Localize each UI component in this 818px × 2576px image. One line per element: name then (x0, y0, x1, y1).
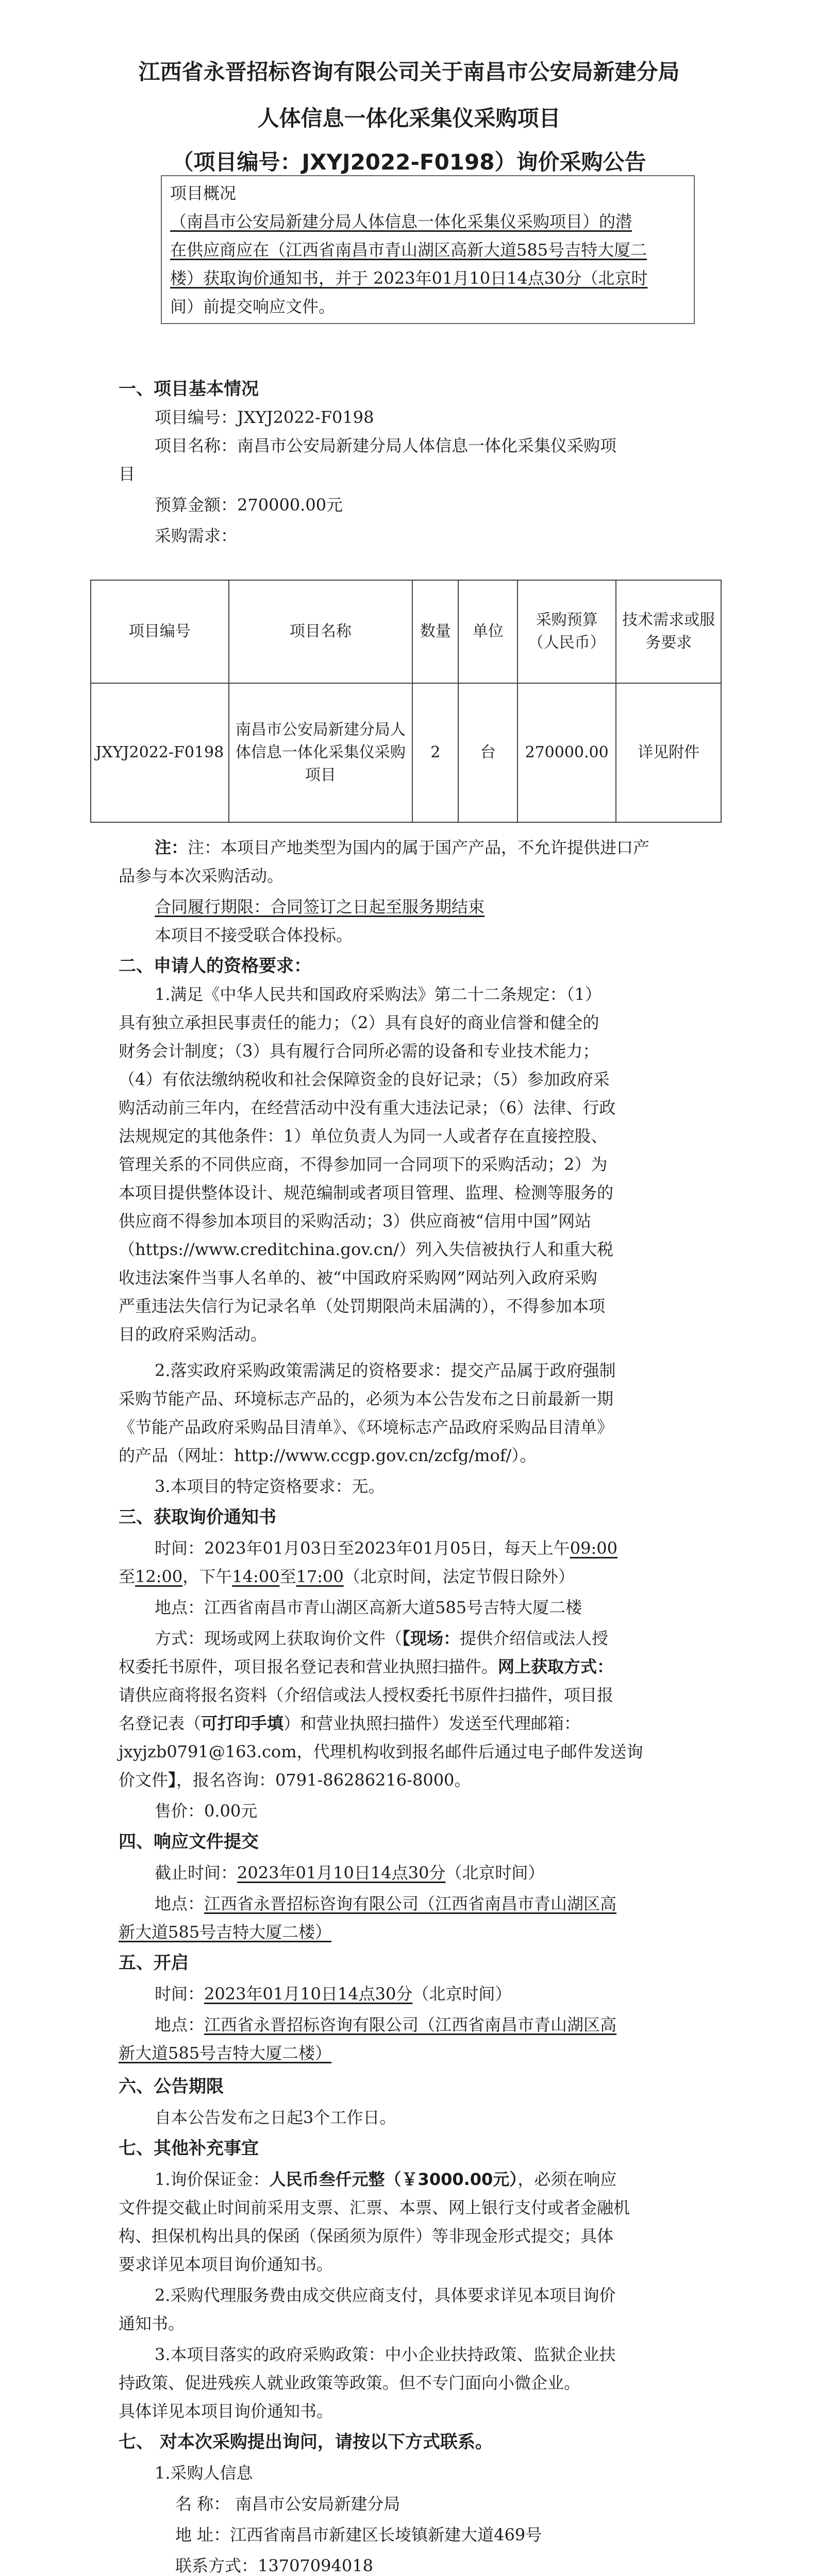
page-title-line2: 人体信息一体化采集仪采购项目 (257, 106, 561, 131)
way-bold: 可打印手填 (201, 1714, 284, 1733)
section-heading-1: 一、项目基本情况 (119, 379, 259, 399)
deposit-line: 要求详见本项目询价通知书。 (119, 2255, 333, 2274)
way-text: 价文件 (119, 1770, 169, 1790)
qualification-line: （4）有依法缴纳税收和社会保障资金的良好记录；（5）参加政府采 (119, 1070, 610, 1089)
time-text: （北京时间，法定节假日除外） (343, 1567, 575, 1586)
acquire-way (155, 1628, 608, 1649)
time-text: 时间：2023年01月03日至2023年01月05日，每天上午 (155, 1538, 570, 1558)
policy-support-line: 具体详见本项目询价通知书。 (119, 2401, 333, 2421)
sale-price: 售价：0.00元 (155, 1801, 258, 1821)
submit-deadline (155, 1862, 544, 1883)
notice-period: 自本公告发布之日起3个工作日。 (155, 2108, 396, 2127)
contract-period: 合同履行期限：合同签订之日起至服务期结束 (155, 897, 485, 917)
deposit-amount: 人民币叁仟元整（￥3000.00元） (269, 2170, 518, 2189)
time-suffix: （北京时间） (412, 1984, 512, 2004)
qualification-line: 收违法案件当事人名单的、被“中国政府采购网”网站列入政府采购 (119, 1268, 597, 1287)
deposit-line: 构、担保机构出具的保函（保函须为原件）等非现金形式提交；具体 (119, 2226, 614, 2246)
table-row (91, 683, 721, 822)
opening-time (155, 1984, 511, 2004)
way-bold: 【现场： (402, 1629, 460, 1648)
time-text: ，下午 (182, 1567, 232, 1586)
purchaser-heading: 1.采购人信息 (155, 2463, 253, 2483)
table-cell: 南昌市公安局新建分局人体信息一体化采集仪采购项目 (229, 683, 413, 822)
submit-place (155, 1893, 616, 1914)
table-cell: 详见附件 (616, 683, 721, 822)
section-heading-4: 四、响应文件提交 (119, 1832, 259, 1852)
demand-label: 采购需求： (155, 526, 238, 546)
time-text: 至 (119, 1567, 136, 1586)
budget-amount: 预算金额：270000.00元 (155, 495, 343, 515)
place-value: 江西省永晋招标咨询有限公司（江西省南昌市青山湖区高 (204, 1894, 617, 1913)
deposit-line (155, 2169, 616, 2190)
summary-line: 间）前提交响应文件。 (170, 297, 336, 316)
table-header-row (91, 580, 721, 683)
time-value: 09:00 (570, 1538, 617, 1558)
table-cell: 2 (412, 683, 458, 822)
way-bold: 】 (168, 1770, 177, 1790)
summary-line: （南昌市公安局新建分局人体信息一体化采集仪采购项目）的潜 (170, 212, 632, 231)
deposit-text: ，必须在响应 (517, 2170, 617, 2189)
service-fee-line: 2.采购代理服务费由成交供应商支付，具体要求详见本项目询价 (155, 2285, 616, 2305)
page-title-line3: （项目编号：JXYJ2022-F0198）询价采购公告 (172, 149, 646, 175)
deposit-line: 文件提交截止时间前采用支票、汇票、本票、网上银行支付或者金融机 (119, 2198, 630, 2217)
project-name: 项目名称：南昌市公安局新建分局人体信息一体化采集仪采购项 (155, 436, 617, 455)
project-name-cont: 目 (119, 464, 136, 484)
policy-support-line: 3.本项目落实的政府采购政策：中小企业扶持政策、监狱企业扶 (155, 2345, 616, 2364)
acquire-way-cont: 请供应商将报名资料（介绍信或法人授权委托书原件扫描件，项目报 (119, 1685, 614, 1705)
acquire-time (155, 1538, 617, 1558)
acquire-way-cont (119, 1713, 580, 1734)
qualification-line: 1.满足《中华人民共和国政府采购法》第二十二条规定：（1） (155, 985, 602, 1004)
deadline-label: 截止时间： (155, 1863, 238, 1883)
qualification-line: 法规规定的其他条件：1）单位负责人为同一人或者存在直接控股、 (119, 1126, 608, 1146)
section-heading-contact: 七、 对本次采购提出询问，请按以下方式联系。 (119, 2432, 493, 2452)
qualification-line: 购活动前三年内，在经营活动中没有重大违法记录；（6）法律、行政 (119, 1098, 616, 1117)
place-label: 地点： (155, 1894, 205, 1913)
table-header-cell: 项目名称 (229, 580, 413, 683)
qualification-line: 具有独立承担民事责任的能力；（2）具有良好的商业信誉和健全的 (119, 1013, 599, 1032)
purchaser-address: 地 址：江西省南昌市新建区长堎镇新建大道469号 (175, 2525, 542, 2545)
opening-place (155, 2014, 616, 2035)
qualification-line: 目的政府采购活动。 (119, 1325, 268, 1344)
qualification-line: 管理关系的不同供应商，不得参加同一合同项下的采购活动；2）为 (119, 1155, 608, 1174)
purchaser-name: 名 称： 南昌市公安局新建分局 (175, 2494, 400, 2514)
project-code: 项目编号：JXYJ2022-F0198 (155, 408, 374, 427)
way-text: ，报名咨询：0791-86286216-8000。 (176, 1770, 471, 1790)
section-heading-5: 五、开启 (119, 1953, 189, 1973)
summary-line: 楼）获取询价通知书，并于 2023年01月10日14点30分（北京时 (170, 268, 648, 288)
requirements-table (90, 580, 722, 823)
qualification-line: 严重违法失信行为记录名单（处罚期限尚未届满的），不得参加本项 (119, 1296, 606, 1316)
way-text: 方式：现场或网上获取询价文件（ (155, 1629, 403, 1648)
table-header-cell: 技术需求或服务要求 (616, 580, 721, 683)
summary-heading: 项目概况 (170, 183, 237, 203)
table-header-cell: 项目编号 (91, 580, 229, 683)
table-cell: 270000.00 (517, 683, 616, 822)
acquire-place: 地点：江西省南昌市青山湖区高新大道585号吉特大厦二楼 (155, 1598, 582, 1617)
section-heading-6: 六、公告期限 (119, 2076, 224, 2097)
place-value: 江西省永晋招标咨询有限公司（江西省南昌市青山湖区高 (204, 2015, 617, 2035)
table-header-cell: 采购预算（人民币） (517, 580, 616, 683)
time-text: 至 (279, 1567, 296, 1586)
special-requirement: 3.本项目的特定资格要求：无。 (155, 1477, 385, 1496)
time-value: 2023年01月10日14点30分 (204, 1984, 413, 2004)
time-value: 12:00 (135, 1567, 183, 1586)
note-text: 注：注：本项目产地类型为国内的属于国产产品，不允许提供进口产 (155, 838, 650, 857)
submit-place-cont: 新大道585号吉特大厦二楼） (119, 1922, 332, 1942)
consortium-note: 本项目不接受联合体投标。 (155, 925, 353, 945)
table-cell: 台 (458, 683, 517, 822)
place-label: 地点： (155, 2015, 205, 2035)
page-title-line1: 江西省永晋招标咨询有限公司关于南昌市公安局新建分局 (138, 59, 680, 84)
table-cell: JXYJ2022-F0198 (91, 683, 229, 822)
way-bold: 网上获取方式： (498, 1657, 614, 1676)
deposit-label: 1.询价保证金： (155, 2170, 270, 2189)
way-text: 提供介绍信或法人授 (460, 1629, 609, 1648)
section-heading-2: 二、申请人的资格要求： (119, 956, 311, 976)
qualification-line: 供应商不得参加本项目的采购活动；3）供应商被“信用中国”网站 (119, 1211, 592, 1231)
note-text-line2: 品参与本次采购活动。 (119, 866, 284, 886)
purchaser-contact: 联系方式：13707094018 (175, 2556, 373, 2575)
table-header-cell: 数量 (412, 580, 458, 683)
policy-line: 2.落实政府采购政策需满足的资格要求：提交产品属于政府强制 (155, 1361, 616, 1380)
qualification-line: 本项目提供整体设计、规范编制或者项目管理、监理、检测等服务的 (119, 1183, 614, 1202)
time-value: 17:00 (296, 1567, 344, 1586)
time-value: 14:00 (232, 1567, 280, 1586)
deadline-value: 2023年01月10日14点30分 (237, 1863, 446, 1883)
note-text-line1: 注：本项目产地类型为国内的属于国产产品，不允许提供进口产 (188, 838, 650, 857)
way-text: ）和营业执照扫描件）发送至代理邮箱： (283, 1714, 581, 1733)
policy-support-line: 持政策、促进残疾人就业政策等政策。但不专门面向小微企业。 (119, 2373, 581, 2393)
policy-line: 采购节能产品、环境标志产品的，必须为本公告发布之日前最新一期 (119, 1389, 614, 1409)
section-heading-7: 七、其他补充事宜 (119, 2138, 259, 2159)
summary-line: 在供应商应在（江西省南昌市青山湖区高新大道585号吉特大厦二 (170, 240, 647, 260)
opening-place-cont: 新大道585号吉特大厦二楼） (119, 2043, 332, 2063)
qualification-line: （https://www.creditchina.gov.cn/）列入失信被执行人和重大税 (119, 1240, 614, 1259)
acquire-way-cont (119, 1656, 613, 1677)
table-header-cell: 单位 (458, 580, 517, 683)
acquire-way-cont (119, 1770, 471, 1790)
deadline-suffix: （北京时间） (445, 1863, 545, 1883)
policy-line: 《节能产品政府采购品目清单》、《环境标志产品政府采购品目清单》 (119, 1417, 614, 1437)
service-fee-line: 通知书。 (119, 2314, 185, 2333)
way-text: 权委托书原件，项目报名登记表和营业执照扫描件。 (119, 1657, 498, 1676)
acquire-time-cont (119, 1566, 575, 1587)
section-heading-3: 三、获取询价通知书 (119, 1507, 276, 1528)
way-text: 名登记表（ (119, 1714, 202, 1733)
policy-line: 的产品（网址：http://www.ccgp.gov.cn/zcfg/mof/）。 (119, 1446, 537, 1465)
time-label: 时间： (155, 1984, 205, 2004)
agency-email-line: jxyjzb0791@163.com，代理机构收到报名邮件后通过电子邮件发送询 (119, 1742, 643, 1761)
qualification-line: 财务会计制度；（3）具有履行合同所必需的设备和专业技术能力； (119, 1041, 599, 1061)
